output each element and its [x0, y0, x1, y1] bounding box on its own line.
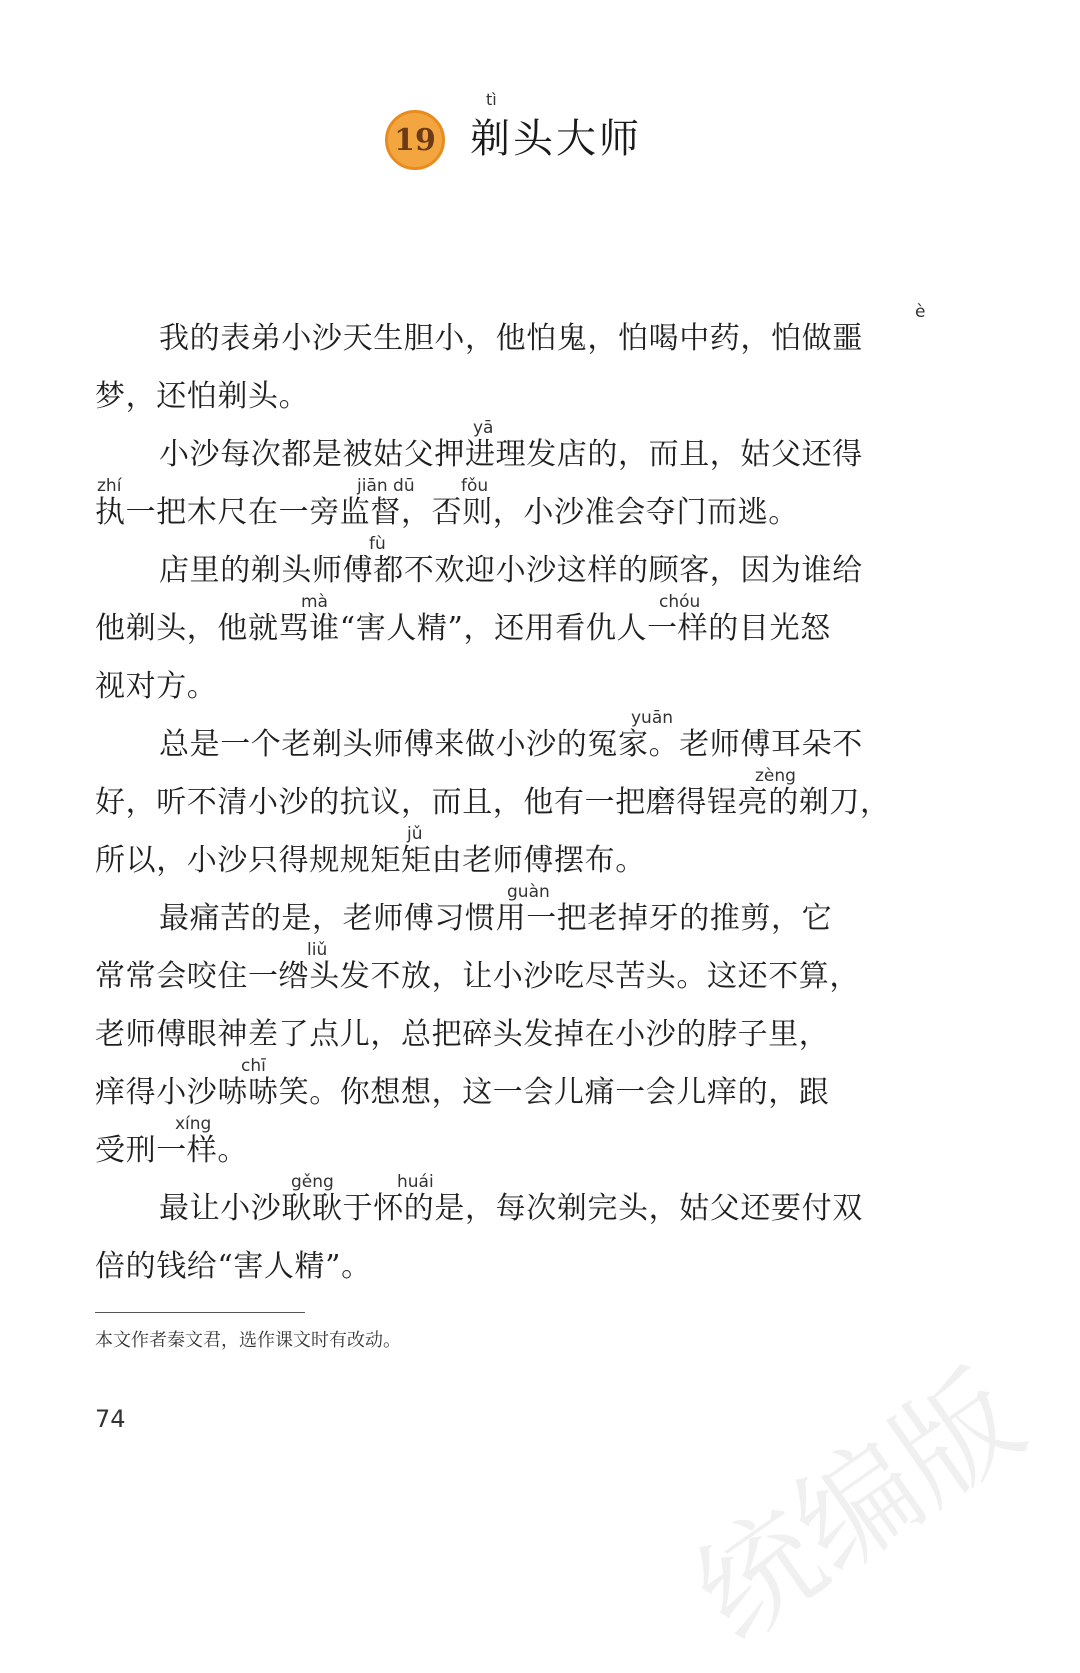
- text-line: [95, 1172, 945, 1238]
- pinyin-annotation: yuān: [631, 708, 674, 728]
- page-title: 剃头大师: [470, 116, 642, 162]
- pinyin-annotation: fù: [369, 534, 386, 554]
- line-text: 痒得小沙哧哧笑。你想想，这一会儿痛一会儿痒的，跟: [95, 1075, 830, 1110]
- text-line: [95, 1114, 945, 1180]
- pinyin-annotation: chī: [241, 1056, 266, 1076]
- text-line: [95, 592, 945, 658]
- line-text: 梦，还怕剃头。: [95, 379, 310, 414]
- text-line: [95, 708, 945, 774]
- page-number: 74: [95, 1405, 126, 1433]
- lesson-body: [95, 302, 945, 1296]
- text-line: [95, 766, 945, 832]
- line-text: 最痛苦的是，老师傅习惯用一把老掉牙的推剪，它: [159, 901, 833, 936]
- lesson-number-badge: [385, 110, 445, 170]
- lesson-number: 19: [394, 122, 436, 158]
- footnote: 本文作者秦文君，选作课文时有改动。: [95, 1330, 401, 1351]
- text-line: [95, 418, 945, 484]
- pinyin-annotation: huái: [397, 1172, 434, 1192]
- line-text: 店里的剃头师傅都不欢迎小沙这样的顾客，因为谁给: [159, 553, 863, 588]
- text-line: [95, 1056, 945, 1122]
- text-line: [95, 1238, 945, 1296]
- pinyin-annotation: jǔ: [407, 824, 423, 844]
- line-text: 小沙每次都是被姑父押进理发店的，而且，姑父还得: [159, 437, 863, 472]
- line-text: 所以，小沙只得规规矩矩由老师傅摆布。: [95, 843, 646, 878]
- pinyin-annotation: zhí: [97, 476, 122, 496]
- pinyin-annotation: guàn: [507, 882, 550, 902]
- footnote-divider: [95, 1312, 305, 1313]
- line-text: 执一把木尺在一旁监督，否则，小沙准会夺门而逃。: [95, 495, 799, 530]
- pinyin-annotation: gěng: [291, 1172, 334, 1192]
- text-line: [95, 1006, 945, 1064]
- pinyin-annotation: è: [915, 302, 926, 322]
- pinyin-annotation: yā: [473, 418, 494, 438]
- line-text: 受刑一样。: [95, 1133, 248, 1168]
- text-line: [95, 534, 945, 600]
- line-text: 好，听不清小沙的抗议，而且，他有一把磨得锃亮的剃刀，: [95, 785, 891, 820]
- text-line: [95, 882, 945, 948]
- text-line: [95, 368, 945, 426]
- line-text: 常常会咬住一绺头发不放，让小沙吃尽苦头。这还不算，: [95, 959, 860, 994]
- pinyin-annotation: liǔ: [307, 940, 328, 960]
- pinyin-annotation: zèng: [755, 766, 796, 786]
- text-line: [95, 302, 945, 368]
- text-line: [95, 658, 945, 716]
- line-text: 最让小沙耿耿于怀的是，每次剃完头，姑父还要付双: [159, 1191, 863, 1226]
- text-line: [95, 476, 945, 542]
- line-text: 我的表弟小沙天生胆小，他怕鬼，怕喝中药，怕做噩: [159, 321, 863, 356]
- pinyin-annotation: xíng: [175, 1114, 212, 1134]
- line-text: 视对方。: [95, 669, 218, 704]
- line-text: 倍的钱给“害人精”。: [95, 1249, 372, 1284]
- title-pinyin: tì: [486, 90, 497, 109]
- line-text: 他剃头，他就骂谁“害人精”，还用看仇人一样的目光怒: [95, 611, 831, 646]
- pinyin-annotation: chóu: [659, 592, 701, 612]
- text-line: [95, 940, 945, 1006]
- line-text: 总是一个老剃头师傅来做小沙的冤家。老师傅耳朵不: [159, 727, 863, 762]
- pinyin-annotation: fǒu: [461, 476, 489, 496]
- pinyin-annotation: jiān dū: [357, 476, 415, 496]
- watermark: 统编版: [671, 1347, 1047, 1668]
- pinyin-annotation: mà: [301, 592, 328, 612]
- line-text: 老师傅眼神差了点儿，总把碎头发掉在小沙的脖子里，: [95, 1017, 830, 1052]
